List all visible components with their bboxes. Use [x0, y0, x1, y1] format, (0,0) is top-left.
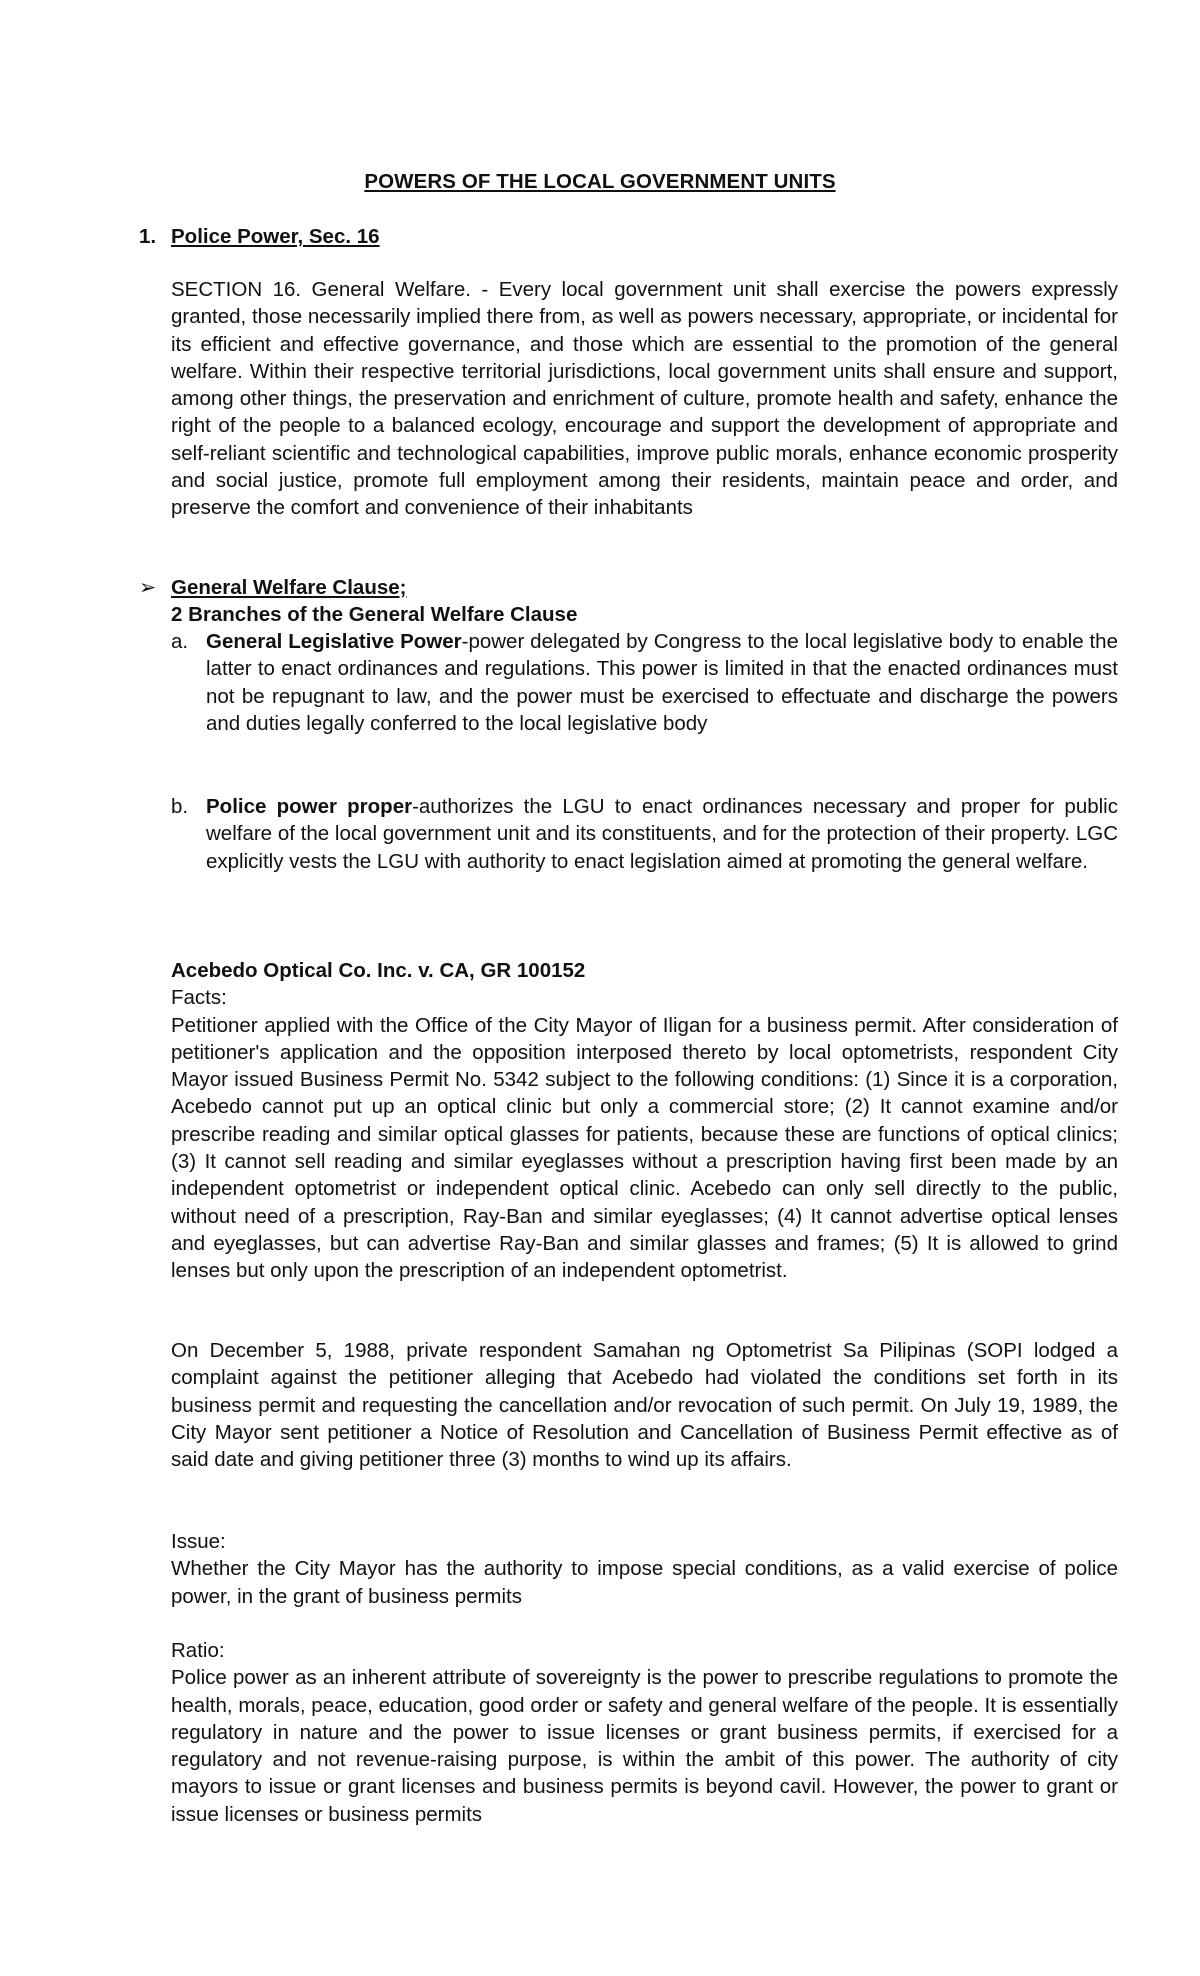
case-title: Acebedo Optical Co. Inc. v. CA, GR 100152 — [171, 959, 586, 982]
section-16-text: SECTION 16. General Welfare. - Every local government unit shall exercise the powers expressly granted, those necessarily implied there from, as well as powers necessary, appropriate, or incidental for its efficient and effective governance, and those which are essential to the promotion of the general welfare. Within their respective territorial jurisdictions, local government units shall ensure and support, among other things, the preservation and enrichment of culture, promote health and safety, enhance the right of the people to a balanced ecology, encourage and support the development of appropriate and self-reliant scientific and technological capabilities, improve public morals, enhance economic prosperity and social justice, promote full employment among their residents, maintain peace and order, and preserve the comfort and convenience of their inhabitants — [171, 278, 1118, 520]
list-item-body — [206, 793, 1118, 875]
facts-label: Facts: — [171, 986, 227, 1010]
list-item-term: General Legislative Power — [206, 630, 462, 653]
case-ratio — [171, 1637, 1118, 1828]
gwc-subheading: 2 Branches of the General Welfare Clause — [171, 603, 578, 626]
document-title: POWERS OF THE LOCAL GOVERNMENT UNITS — [364, 170, 836, 193]
list-item-term: Police power proper — [206, 795, 413, 818]
facts-paragraph-2: On December 5, 1988, private respondent Samahan ng Optometrist Sa Pilipinas (SOPI lodged a complaint against the petitioner alleging that Acebedo had violated the conditions set forth in its business permit and requesting the cancellation and/or revocation of such permit. On July 19, 1989, the City Mayor sent petitioner a Notice of Resolution and Cancellation of Business Permit effective as of said date and giving petitioner three (3) months to wind up its affairs. — [171, 1339, 1118, 1472]
list-item-a — [171, 628, 1118, 737]
case-facts — [171, 957, 1118, 1285]
section-16-paragraph — [171, 276, 1118, 522]
list-item-text: -power delegated by Congress to the local legislative body to enable the latter to enact ordinances and regulations. This power is limited in that the enacted ordinances must not be repugnant to law, and the power must be exercised to effectuate and discharge the powers and duties legally conferred to the local legislative body — [206, 630, 1118, 735]
arrow-bullet-icon: ➢ — [139, 576, 157, 599]
case-issue — [171, 1528, 1118, 1610]
gwc-heading: General Welfare Clause; — [171, 576, 407, 599]
issue-label: Issue: — [171, 1530, 226, 1553]
list-item-label: a. — [171, 630, 189, 653]
ratio-label: Ratio: — [171, 1639, 225, 1662]
ratio-text: Police power as an inherent attribute of sovereignty is the power to prescribe regulations to promote the health, morals, peace, education, good order or safety and general welfare of the people. It is essentially regulatory in nature and the power to issue licenses or grant business permits, if exercised for a regulatory and not revenue-raising purpose, is within the ambit of this power. The authority of city mayors to issue or grant licenses and business permits is beyond cavil. However, the power to grant or issue licenses or business permits — [171, 1666, 1118, 1826]
issue-text: Whether the City Mayor has the authority to impose special conditions, as a valid exercise of police power, in the grant of business permits — [171, 1557, 1118, 1608]
list-item-body — [206, 628, 1118, 737]
list-item-label: b. — [171, 795, 189, 818]
list-item-text: -authorizes the LGU to enact ordinances necessary and proper for public welfare of the local government unit and its constituents, and for the protection of their property. LGC explicitly vests the LGU with authority to enact legislation aimed at promoting the general welfare. — [206, 795, 1118, 873]
general-welfare-clause-block — [139, 574, 1118, 628]
gwc-heading-line — [139, 574, 1118, 601]
section-heading — [139, 225, 380, 249]
list-item-b — [171, 793, 1118, 875]
section-number: 1. — [139, 225, 157, 248]
section-heading-text: Police Power, Sec. 16 — [171, 225, 380, 248]
facts-paragraph-1: Petitioner applied with the Office of the City Mayor of Iligan for a business permit. After consideration of petitioner's application and the opposition interposed thereto by local optometrists, respondent City Mayor issued Business Permit No. 5342 subject to the following conditions: (1) Since it is a corporation, Acebedo cannot put up an optical clinic but only a commercial store; (2) It cannot examine and/or prescribe reading and similar optical glasses for patients, because these are functions of optical clinics; (3) It cannot sell reading and similar eyeglasses without a prescription having first been made by an independent optometrist or independent optical clinic. Acebedo can only sell directly to the public, without need of a prescription, Ray-Ban and similar eyeglasses; (4) It cannot advertise optical lenses and eyeglasses, but can advertise Ray-Ban and similar glasses and frames; (5) It is allowed to grind lenses but only upon the prescription of an independent optometrist. — [171, 1013, 1118, 1283]
